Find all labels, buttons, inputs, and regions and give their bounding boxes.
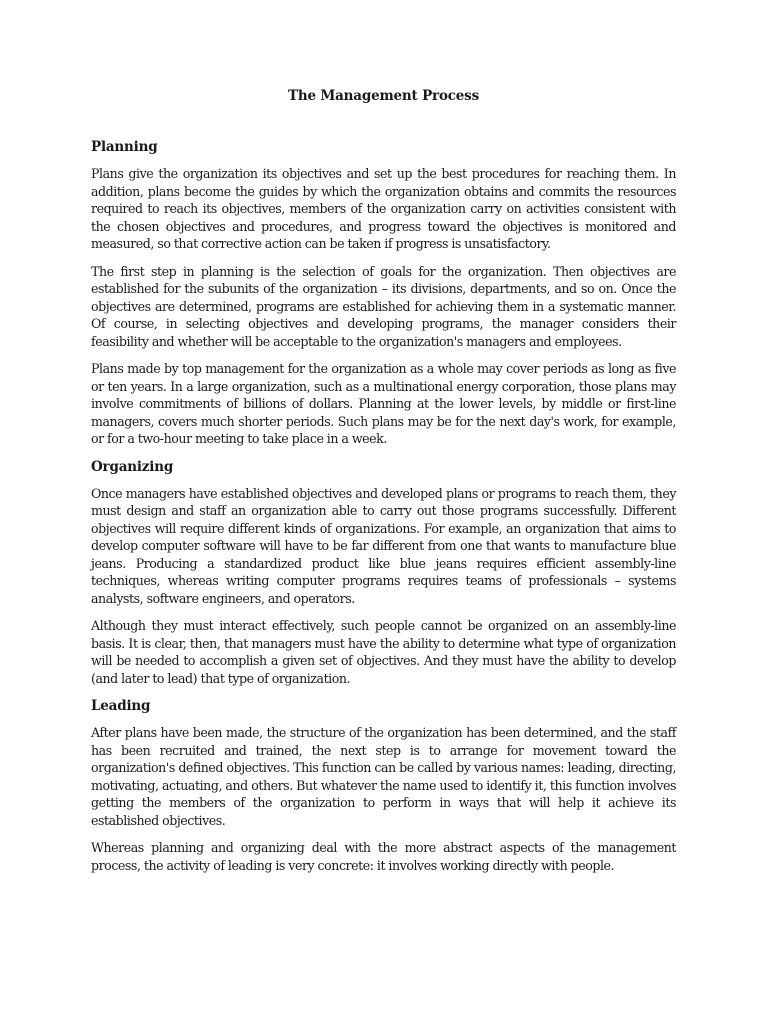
paragraph: Whereas planning and organizing deal with the more abstract aspects of the management process, the activity of leading is very concrete: it involves working directly with people. bbox=[91, 840, 676, 873]
section-heading: Organizing bbox=[91, 458, 174, 475]
paragraph: Plans give the organization its objectives and set up the best procedures for reaching them. In addition, plans become the guides by which the organization obtains and commits the resources required to reach its objectives, members of the organization carry on activities consistent with the chosen objectives and procedures, and progress toward the objectives is monitored and measured, so that corrective action can be taken if progress is unsatisfactory. bbox=[91, 166, 676, 251]
document-body bbox=[91, 88, 676, 884]
section-leading bbox=[91, 698, 676, 874]
section-organizing bbox=[91, 459, 676, 688]
section-heading: Planning bbox=[91, 139, 158, 155]
paragraph: The first step in planning is the selection of goals for the organization. Then objectives are established for the subunits of the organization – its divisions, departments, and so on. Once the objectives are determined, programs are established for achieving them in a systematic manner. Of course, in selecting objectives and developing programs, the manager considers their feasibility and whether will be acceptable to the organization's managers and employees. bbox=[91, 263, 676, 349]
paragraph: Plans made by top management for the organization as a whole may cover periods as long as five or ten years. In a large organization, such as a multinational energy corporation, those plans may involve commitments of billions of dollars. Planning at the lower levels, by middle or first-line managers, covers much shorter periods. Such plans may be for the next day's work, for example, or for a two-hour meeting to take place in a week. bbox=[91, 361, 676, 446]
paragraph: Although they must interact effectively, such people cannot be organized on an assembly-line basis. It is clear, then, that managers must have the ability to determine what type of organization will be needed to accomplish a given set of objectives. And they must have the ability to develop (and later to lead) that type of organization. bbox=[91, 618, 676, 686]
paragraph: After plans have been made, the structure of the organization has been determined, and the staff has been recruited and trained, the next step is to arrange for movement toward the organization's defined objectives. This function can be called by various names: leading, directing, motivating, actuating, and others. But whatever the name used to identify it, this function involves getting the members of the organization to perform in ways that will help it achieve its established objectives. bbox=[91, 725, 676, 828]
section-planning bbox=[91, 139, 676, 448]
document-title: The Management Process bbox=[288, 88, 479, 104]
section-heading: Leading bbox=[91, 698, 151, 714]
paragraph: Once managers have established objectives and developed plans or programs to reach them, they must design and staff an organization able to carry out those programs successfully. Different objectives will require different kinds of organizations. For example, an organization that aims to develop computer software will have to be far different from one that wants to manufacture blue jeans. Producing a standardized product like blue jeans requires efficient assembly-line techniques, whereas writing computer programs requires teams of professionals – systems analysts, software engineers, and operators. bbox=[91, 485, 676, 606]
